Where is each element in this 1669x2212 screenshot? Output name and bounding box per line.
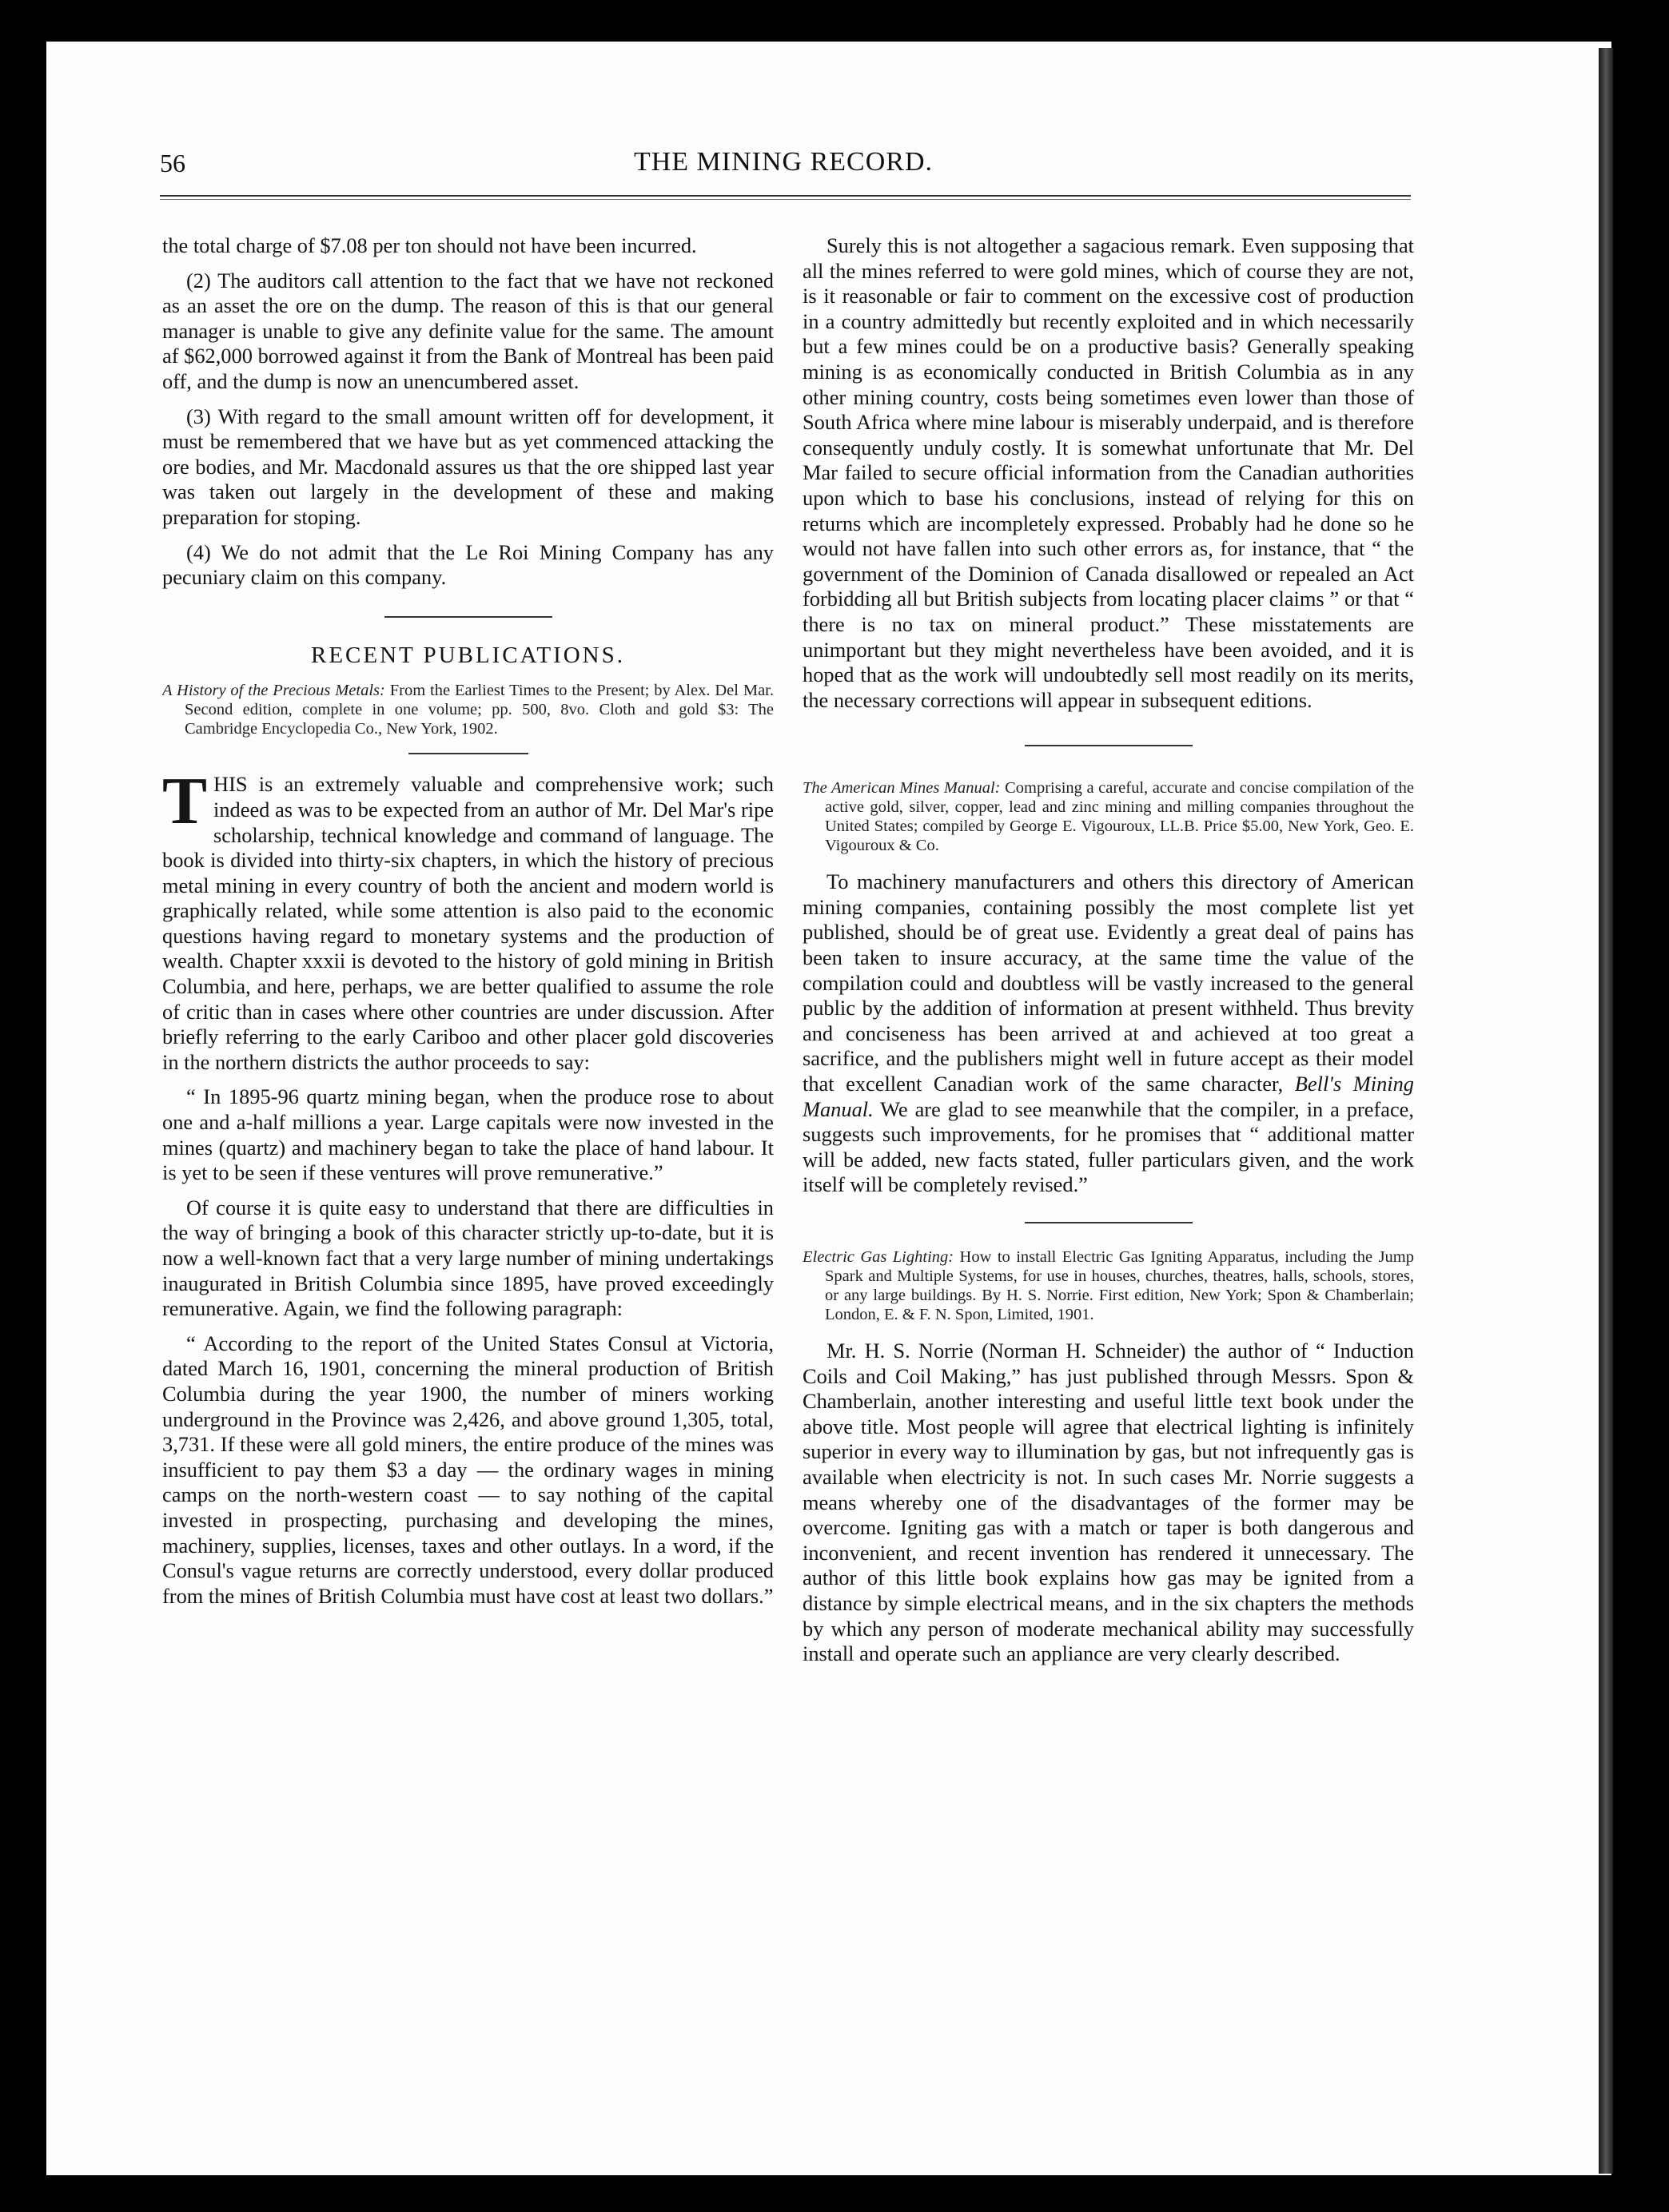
section-divider	[1025, 1222, 1193, 1223]
book-details: How to install Electric Gas Igniting Apparatus, including the Jump Spark and Multiple Systems, for use in houses, churches, theatres, halls, schools, stores, or any large buildings. By H. S. Norrie. First edition, New York; Spon & Chamberlain; London, E. & F. N. Spon, Limited, 1901.	[825, 1248, 1414, 1323]
book-citation	[803, 778, 1414, 855]
page-edge-shadow	[1599, 48, 1613, 2174]
journal-title: THE MINING RECORD.	[633, 147, 934, 177]
header-rule	[160, 195, 1411, 200]
paragraph-text: To machinery manufacturers and others this directory of American mining companies, containing possibly the most complete list yet published, should be of great use. Evidently a great deal of pains has been taken to insure accuracy, at the same time the value of the compilation could and doubtless will be vastly increased to the general public by the addition of information at present withheld. Thus brevity and conciseness has been arrived at and achieved at too great a sacrifice, and the publishers might well in future accept as their model that excellent Canadian work of the same character,	[803, 869, 1414, 1096]
book-title: A History of the Precious Metals:	[162, 682, 385, 700]
book-citation	[162, 681, 774, 738]
book-citation	[803, 1247, 1414, 1324]
book-reference: Bell's Mining Manual.	[803, 1072, 1414, 1121]
drop-cap: T	[162, 764, 208, 839]
section-divider	[384, 616, 552, 618]
quotation: “ In 1895-96 quartz mining began, when the produce rose to about one and a-half millions a year. Large capitals were now invested in the mines (quartz) and machinery began to take the place of hand labour. It is yet to be seen if these ventures will prove remunerative.”	[162, 1084, 774, 1185]
paragraph: the total charge of $7.08 per ton should not have been incurred.	[162, 233, 697, 257]
right-column	[803, 233, 1414, 2087]
section-divider	[1025, 745, 1193, 746]
quotation: “ According to the report of the United States Consul at Victoria, dated March 16, 1901, concerning the mineral production of British Columbia during the year 1900, the number of miners working underground in the Province was 2,426, and above ground 1,305, total, 3,731. If these were all gold miners, the entire produce of the mines was insufficient to pay them $3 a day — the ordinary wages in mining camps on the north-western coast — to say nothing of the capital invested in prospecting, purchasing and developing the mines, machinery, supplies, licenses, taxes and other outlays. In a word, if the Consul's vague returns are correctly understood, every dollar produced from the mines of British Columbia must have cost at least two dollars.”	[162, 1331, 774, 1608]
citation-divider	[408, 753, 528, 754]
book-details: From the Earliest Times to the Present; by Alex. Del Mar. Second edition, complete in one volume; pp. 500, 8vo. Cloth and gold $3: The Cambridge Encyclopedia Co., New York, 1902.	[185, 682, 774, 738]
paragraph	[803, 869, 1414, 1198]
running-header	[160, 145, 1407, 185]
book-details: Comprising a careful, accurate and concise compilation of the active gold, silver, copper, lead and zinc mining and milling companies throughout the United States; compiled by George E. Vigouroux, LL.B. Price $5.00, New York, Geo. E. Vigouroux & Co.	[825, 779, 1414, 855]
paragraph	[162, 764, 774, 1075]
page-number: 56	[160, 149, 185, 177]
book-title: Electric Gas Lighting:	[803, 1248, 954, 1266]
paragraph: (3) With regard to the small amount written off for development, it must be remembered that we have but as yet commenced attacking the ore bodies, and Mr. Macdonald assures us that the ore shipped last year was taken out largely in the development of these and making preparation for stoping.	[162, 404, 774, 529]
section-title: RECENT PUBLICATIONS.	[311, 642, 625, 668]
left-column	[162, 233, 774, 2087]
paragraph: (2) The auditors call attention to the fact that we have not reckoned as an asset the ore on the dump. The reason of this is that our general manager is unable to give any definite value for the same. The amount af $62,000 borrowed against it from the Bank of Montreal has been paid off, and the dump is now an unencumbered asset.	[162, 268, 774, 393]
paragraph-text: HIS is an extremely valuable and comprehensive work; such indeed as was to be expected from an author of Mr. Del Mar's ripe scholarship, technical knowledge and command of language. The book is divided into thirty-six chapters, in which the history of precious metal mining in every country of both the ancient and modern world is graphically related, while some attention is also paid to the economic questions having regard to monetary systems and the production of wealth. Chapter xxxii is devoted to the history of gold mining in British Columbia, and here, perhaps, we are better qualified to assume the role of critic than in cases where other countries are under discussion. After briefly referring to the early Cariboo and other placer gold discoveries in the northern districts the author proceeds to say:	[162, 772, 774, 1074]
paragraph: Of course it is quite easy to understand that there are difficulties in the way of bringing a book of this character strictly up-to-date, but it is now a well-known fact that a very large number of mining undertakings inaugurated in British Columbia since 1895, have proved exceedingly remunerative. Again, we find the following paragraph:	[162, 1195, 774, 1321]
paragraph: Mr. H. S. Norrie (Norman H. Schneider) the author of “ Induction Coils and Coil Making,” has just published through Messrs. Spon & Chamberlain, another interesting and useful little text book under the above title. Most people will agree that electrical lighting is infinitely superior in every way to illumination by gas, but not infrequently gas is available when electricity is not. In such cases Mr. Norrie suggests a means whereby one of the disadvantages of the former may be overcome. Igniting gas with a match or taper is both dangerous and inconvenient, and recent invention has rendered it unnecessary. The author of this little book explains how gas may be ignited from a distance by simple electrical means, and in the six chapters the methods by which any person of moderate mechanical ability may successfully install and operate such an appliance are very clearly described.	[803, 1339, 1414, 1666]
paragraph-text: We are glad to see meanwhile that the compiler, in a preface, suggests such improvements, for he promises that “ additional matter will be added, new facts stated, fuller particulars given, and the work itself will be completely revised.”	[803, 1096, 1414, 1197]
paragraph: (4) We do not admit that the Le Roi Mining Company has any pecuniary claim on this company.	[162, 539, 774, 590]
paragraph: Surely this is not altogether a sagacious remark. Even supposing that all the mines referred to were gold mines, which of course they are not, is it reasonable or fair to comment on the excessive cost of production in a country admittedly but recently exploited and in which necessarily but a few mines could be on a productive basis? Generally speaking mining is as economically conducted in British Columbia as in any other mining country, costs being sometimes even lower than those of South Africa where mine labour is miserably underpaid, and is therefore consequently unduly costly. It is somewhat unfortunate that Mr. Del Mar failed to secure official information from the Canadian authorities upon which to base his conclusions, instead of relying for this on returns which are incompletely expressed. Probably had he done so he would not have fallen into such other errors as, for instance, that “ the government of the Dominion of Canada disallowed or repealed an Act forbidding all but British subjects from locating placer claims ” or that “ there is no tax on mineral product.” These misstatements are unimportant but they might nevertheless have been avoided, and it is hoped that as the work will undoubtedly sell most readily on its merits, the necessary corrections will appear in subsequent editions.	[803, 233, 1414, 712]
book-title: The American Mines Manual:	[803, 779, 1001, 798]
